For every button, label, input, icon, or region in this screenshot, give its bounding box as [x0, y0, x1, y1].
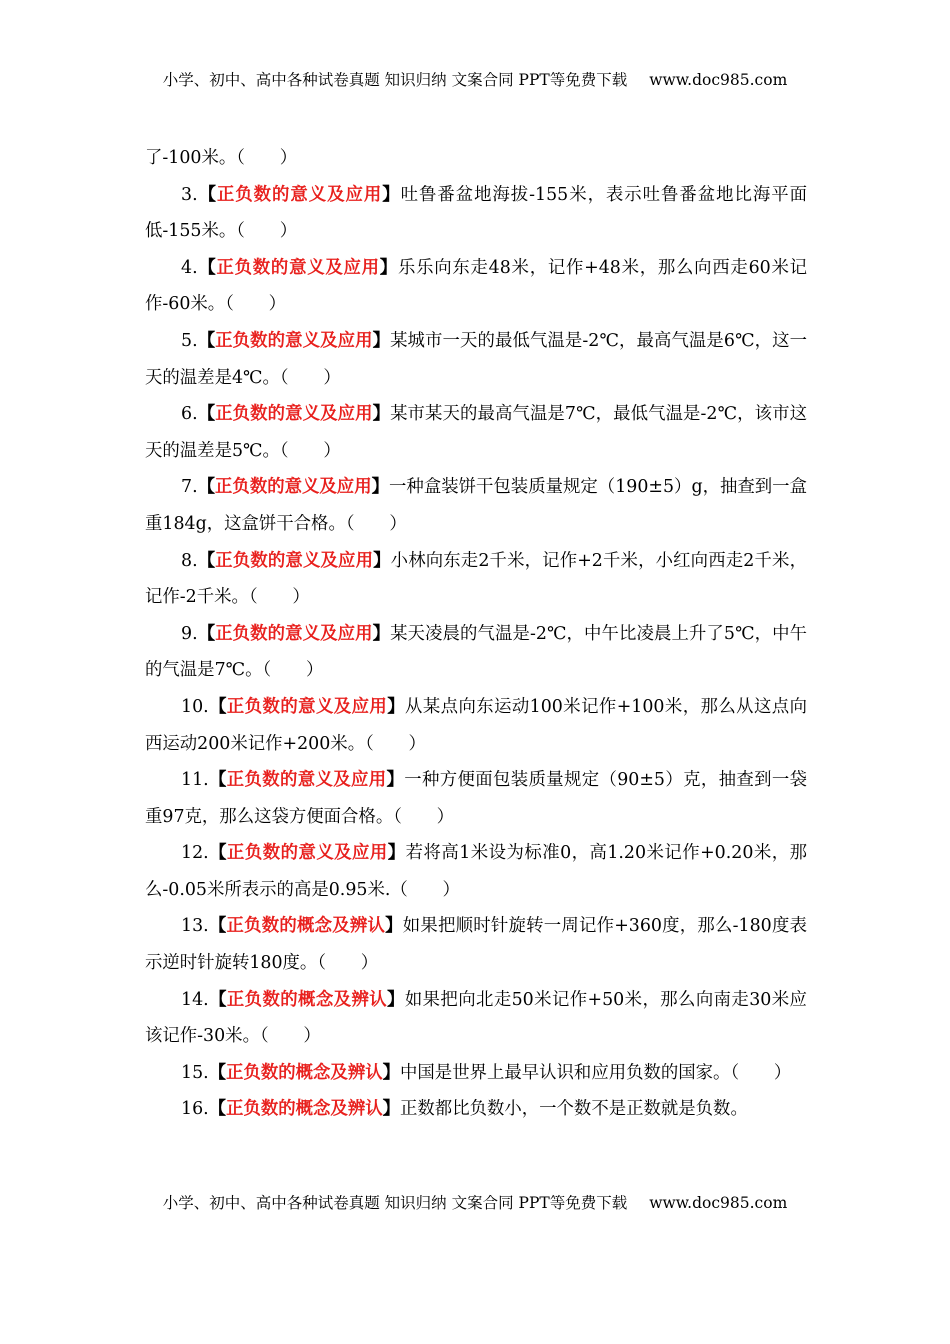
tag-bracket-open: 【 [208, 989, 227, 1010]
tag-bracket-open: 【 [197, 257, 217, 278]
tag-bracket-close: 】 [372, 623, 391, 644]
question-text: 一种盒装饼干包装质量规定（190±5）g，抽查到一盒重184g，这盒饼干合格。（ ） [145, 477, 807, 534]
question-item [145, 982, 807, 1055]
tag-bracket-open: 【 [208, 916, 227, 937]
question-list [145, 140, 807, 1128]
question-item [145, 1091, 807, 1128]
question-item [145, 616, 807, 689]
question-item [145, 177, 807, 250]
topic-tag: 正负数的意义及应用 [215, 623, 373, 644]
topic-tag: 正负数的意义及应用 [216, 184, 383, 205]
topic-tag: 正负数的概念及辨认 [226, 1099, 383, 1120]
question-number: 10. [181, 696, 209, 717]
footer-text: 小学、初中、高中各种试卷真题 知识归纳 文案合同 PPT等免费下载 [162, 1194, 628, 1212]
question-item [145, 908, 807, 981]
topic-tag: 正负数的概念及辨认 [226, 916, 386, 937]
question-number: 3. [181, 184, 198, 205]
question-number: 9. [181, 623, 198, 644]
tag-bracket-open: 【 [197, 550, 216, 571]
topic-tag: 正负数的意义及应用 [215, 477, 372, 498]
tag-bracket-open: 【 [197, 477, 216, 498]
topic-tag: 正负数的意义及应用 [226, 770, 387, 791]
question-text: 如果把向北走50米记作+50米，那么向南走30米应该记作-30米。（ ） [145, 989, 807, 1047]
question-text: 如果把顺时针旋转一周记作+360度，那么-180度表示逆时针旋转180度。（ ） [145, 916, 807, 974]
tag-bracket-close: 】 [387, 989, 405, 1010]
tag-bracket-close: 】 [387, 843, 406, 864]
question-number: 12. [181, 843, 209, 864]
question-text: 若将高1米设为标准0，高1.20米记作+0.20米，那么-0.05米所表示的高是0.95米.（ ） [145, 843, 807, 900]
tag-bracket-close: 】 [372, 404, 391, 425]
question-number: 14. [181, 989, 209, 1010]
question-text: 中国是世界上最早认识和应用负数的国家。（ ） [400, 1062, 792, 1083]
topic-tag: 正负数的意义及应用 [215, 330, 373, 351]
tag-bracket-close: 】 [372, 330, 391, 351]
question-items [145, 177, 807, 1128]
question-item [145, 396, 807, 469]
header-text: 小学、初中、高中各种试卷真题 知识归纳 文案合同 PPT等免费下载 [162, 71, 628, 89]
question-number: 7. [181, 477, 198, 498]
tag-bracket-open: 【 [197, 330, 216, 351]
question-number: 8. [181, 550, 198, 571]
tag-bracket-open: 【 [208, 1099, 227, 1120]
tag-bracket-close: 】 [379, 257, 398, 278]
question-number: 11. [181, 770, 209, 791]
question-number: 6. [181, 404, 198, 425]
tag-bracket-close: 】 [387, 696, 406, 717]
question-text: 某市某天的最高气温是7℃，最低气温是-2℃，该市这天的温差是5℃。（ ） [145, 404, 807, 461]
tag-bracket-open: 【 [197, 404, 216, 425]
question-text: 某城市一天的最低气温是-2℃，最高气温是6℃，这一天的温差是4℃。（ ） [145, 330, 807, 388]
tag-bracket-close: 】 [373, 550, 391, 571]
tag-bracket-close: 】 [371, 477, 390, 498]
question-text: 一种方便面包装质量规定（90±5）克，抽查到一袋重97克，那么这袋方便面合格。（ ） [145, 770, 807, 827]
question-number: 4. [181, 257, 198, 278]
question-number: 5. [181, 330, 198, 351]
tag-bracket-open: 【 [208, 770, 227, 791]
topic-tag: 正负数的概念及辨认 [226, 989, 388, 1010]
topic-tag: 正负数的意义及应用 [215, 550, 374, 571]
question-number: 15. [181, 1062, 209, 1083]
question-text: 乐乐向东走48米，记作+48米，那么向西走60米记作-60米。（ ） [145, 257, 807, 315]
question-item [145, 469, 807, 542]
tag-bracket-open: 【 [208, 1062, 227, 1083]
question-number: 16. [181, 1099, 209, 1120]
topic-tag: 正负数的意义及应用 [226, 696, 388, 717]
page-footer [0, 1191, 950, 1213]
question-item [145, 543, 807, 616]
tag-bracket-open: 【 [197, 623, 216, 644]
tag-bracket-close: 】 [386, 770, 405, 791]
question-text: 从某点向东运动100米记作+100米，那么从这点向西运动200米记作+200米。（ ） [145, 696, 807, 754]
tag-bracket-close: 】 [385, 916, 403, 937]
question-item [145, 689, 807, 762]
topic-tag: 正负数的意义及应用 [215, 404, 373, 425]
tag-bracket-close: 】 [382, 1099, 401, 1120]
topic-tag: 正负数的意义及应用 [216, 257, 380, 278]
header-url[interactable]: www.doc985.com [649, 71, 788, 89]
tag-bracket-close: 】 [382, 1062, 401, 1083]
topic-tag: 正负数的概念及辨认 [226, 1062, 383, 1083]
question-text: 正数都比负数小，一个数不是正数就是负数。 [400, 1099, 748, 1120]
tag-bracket-open: 【 [208, 843, 228, 864]
page-header [0, 68, 950, 90]
question-number: 13. [181, 916, 209, 937]
question-text: 某天凌晨的气温是-2℃，中午比凌晨上升了5℃，中午的气温是7℃。（ ） [145, 623, 807, 681]
topic-tag: 正负数的意义及应用 [227, 843, 388, 864]
footer-url[interactable]: www.doc985.com [649, 1194, 788, 1212]
question-item [145, 250, 807, 323]
tag-bracket-close: 】 [382, 184, 401, 205]
question-item [145, 762, 807, 835]
question-text: 吐鲁番盆地海拔-155米，表示吐鲁番盆地比海平面低-155米。（ ） [145, 184, 807, 242]
question-item [145, 323, 807, 396]
question-item [145, 835, 807, 908]
question-item [145, 1055, 807, 1092]
tag-bracket-open: 【 [197, 184, 217, 205]
question-text: 小林向东走2千米，记作+2千米，小红向西走2千米，记作-2千米。（ ） [145, 550, 807, 608]
continuation-line: 了-100米。（ ） [145, 148, 298, 168]
tag-bracket-open: 【 [208, 696, 227, 717]
